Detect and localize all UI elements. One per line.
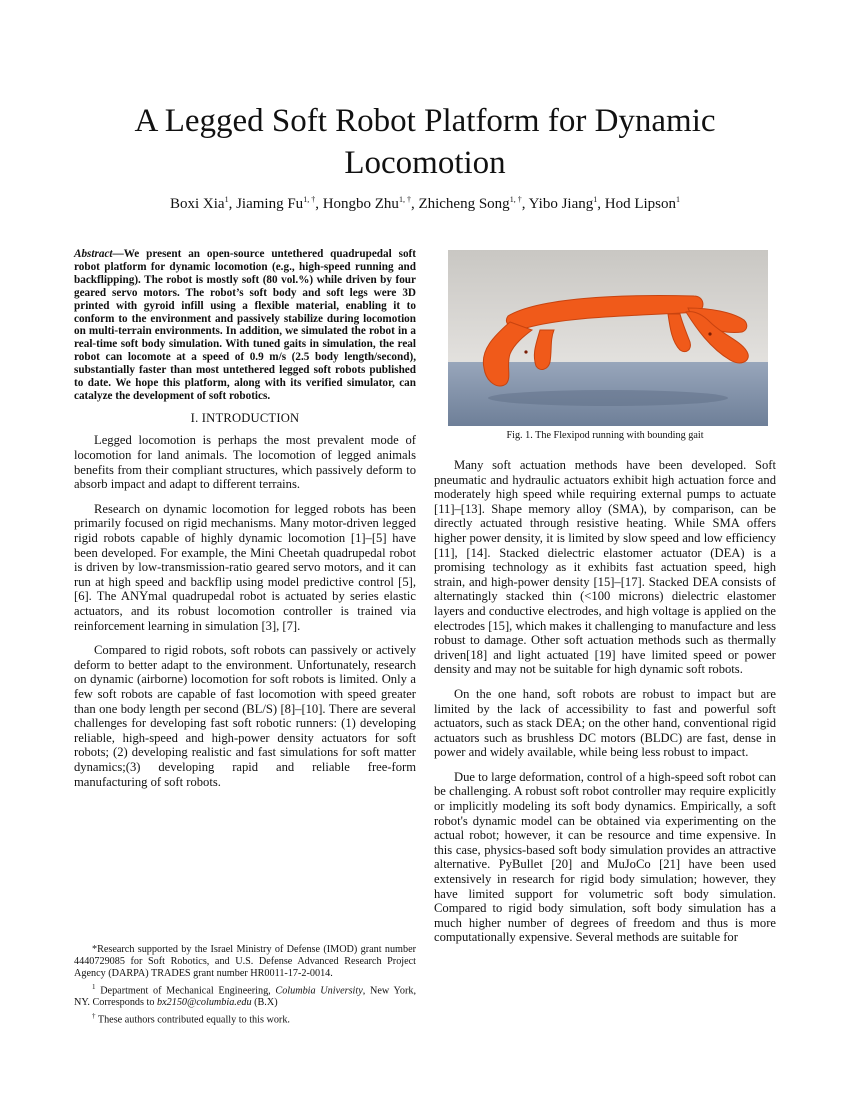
author-affiliation-marker: 1 — [224, 195, 229, 204]
intro-paragraph: Legged locomotion is perhaps the most prevalent mode of locomotion for land animals. The locomotion of legged animals benefits from their compliant structures, which passively deform to absorb impact and adapt to different terrains. — [74, 433, 416, 492]
left-column — [74, 248, 416, 799]
abstract-label: Abstract — [74, 248, 113, 260]
contact-email[interactable]: bx2150@columbia.edu — [157, 997, 252, 1009]
paper-title: A Legged Soft Robot Platform for Dynamic Locomotion — [134, 103, 716, 181]
robot-shadow — [488, 390, 728, 406]
footnote-text: (B.X) — [251, 997, 278, 1009]
figure-caption: Fig. 1. The Flexipod running with bounding gait — [506, 430, 704, 441]
robot-photo-illustration — [448, 250, 768, 426]
author-name: Yibo Jiang — [528, 196, 594, 212]
section-heading: I. INTRODUCTION — [190, 410, 300, 425]
right-column — [434, 458, 776, 955]
author-list: Boxi Xia$^1$, Jiaming $Fu^{1, \dagger}$, Hongbo Zhu$^{1, \dagger}$, Zhicheng Song$^{1, \dagger}$, Yibo Jiang$^1$, Hod Lipson$^1$ — [170, 195, 680, 212]
footnote-text: Department of Mechanical Engineering, — [95, 985, 276, 997]
author-name: Hongbo Zhu — [322, 196, 399, 212]
body-paragraph: On the one hand, soft robots are robust to impact but are limited by the lack of accessibility to fast and powerful soft actuators, such as stack DEA; on the other hand, conventional rigid actuators such as brushless DC motors (BLDC) are fast, dense in power and widely available, while being less robust to impact. — [434, 686, 776, 760]
author-affiliation-marker: 1, † — [398, 195, 411, 204]
author-affiliation-marker: 1, † — [509, 195, 522, 204]
equal-contribution-footnote — [74, 1010, 416, 1026]
funding-footnote: *Research supported by the Israel Ministry of Defense (IMOD) grant number 4440729085 for Soft Robotics, and U.S. Defense Advanced Research Project Agency (DARPA) TRADES grant number HR0011-17-2-0014. — [74, 944, 416, 979]
affiliation-footnote — [74, 981, 416, 1009]
footnote-marker: 1 — [92, 983, 96, 991]
author-affiliation-marker: 1 — [593, 195, 598, 204]
figure-photo — [448, 250, 768, 426]
university-name: Columbia University — [275, 985, 363, 997]
footnotes — [74, 944, 416, 1028]
abstract — [74, 248, 416, 403]
robot-joint — [524, 350, 527, 353]
author-name: Zhicheng Song — [418, 196, 510, 212]
body-paragraph: Due to large deformation, control of a high-speed soft robot can be challenging. A robust soft robot controller may require explicitly or implicitly modeling its soft body dynamics. Empirically, a soft robot's dynamic model can be obtained via experimenting on the actual robot; however, it can be resource and time expensive. In this case, physics-based soft body simulation provides an attractive alternative. PyBullet [20] and MuJoCo [21] have been used extensively in research for rigid body simulation; however, they have limited support for volumetric soft body simulation. Compared to rigid body simulation, soft body simulation has a much higher number of degrees of freedom and thus is more computationally expensive. Several methods are suitable for — [434, 769, 776, 945]
abstract-text: —We present an open-source untethered quadrupedal soft robot platform for dynamic locomotion (e.g., high-speed running and backflipping). The robot is mostly soft (80 vol.%) while driven by four geared servo motors. The robot’s soft body and soft legs were 3D printed with gyroid infill using a flexible material, enabling it to conform to the environment and passively stabilize during locomotion on multi-terrain environments. In addition, we simulated the robot in a real-time soft body simulation. With tuned gaits in simulation, the real robot can locomote at a speed of 0.9 m/s (2.5 body length/second), substantially faster than most untethered legged soft robots published to date. We hope this platform, along with its verified simulator, can catalyze the development of soft robotics. — [74, 248, 416, 402]
author-name: Jiaming Fu — [236, 196, 304, 212]
author-name: Hod Lipson — [604, 196, 676, 212]
footnote-text: , New York, NY. Corresponds to — [74, 985, 416, 1009]
footnote-marker: † — [92, 1012, 96, 1021]
intro-paragraph: Research on dynamic locomotion for legged robots has been primarily focused on rigid mechanisms. Many motor-driven legged rigid robots capable of highly dynamic locomotion [1]–[5] have been developed. For example, the Mini Cheetah quadrupedal robot is driven by low-transmission-ratio geared servo motors, and it can run at high speed and backflip using model predictive control [5], [6]. The ANYmal quadrupedal robot is actuated by series elastic actuators, and its robust locomotion controller is trained via reinforcement learning in simulation [3], [7]. — [74, 501, 416, 633]
body-paragraph: Many soft actuation methods have been developed. Soft pneumatic and hydraulic actuators exhibit high actuation force and moderately high speed while requiring external pumps to actuate [11]–[13]. Shape memory alloy (SMA), by comparison, can be directly actuated through resistive heating. While SMA offers higher power density, it is limited by slow speed and low efficiency [11], [14]. Stacked dielectric elastomer actuator (DEA) is a promising technology as it exhibits fast actuation speed, high strain, and high-power density [15]–[17]. Stacked DEA consists of alternatingly stacked thin (<100 microns) dielectric elastomer layers and conductive electrodes, and high voltage is applied on the electrodes [15], which makes it challenging to manufacture and less robust to damage. Other soft actuation methods such as thermally driven[18] and light actuated [19] have limited speed or power density and may not be suitable for high dynamic soft robots. — [434, 458, 777, 677]
author-name: Boxi Xia — [170, 196, 225, 212]
author-affiliation-marker: 1, † — [303, 195, 316, 204]
robot-joint — [708, 332, 711, 335]
footnote-text: These authors contributed equally to this work. — [95, 1014, 290, 1026]
author-affiliation-marker: 1 — [675, 195, 680, 204]
intro-paragraph: Compared to rigid robots, soft robots can passively or actively deform to better adapt to the environment. Unfortunately, research on dynamic (airborne) locomotion for soft robots is limited. Only a few soft robots are capable of fast locomotion with speed greater than one body length per second (BL/S) [8]–[10]. There are several challenges for developing fast soft robotic runners: (1) developing reliable, high-speed and high-power density actuators for soft robots; (2) developing realistic and fast simulations for soft matter dynamics;(3) developing rapid and reliable free-form manufacturing of soft robots. — [74, 643, 416, 789]
